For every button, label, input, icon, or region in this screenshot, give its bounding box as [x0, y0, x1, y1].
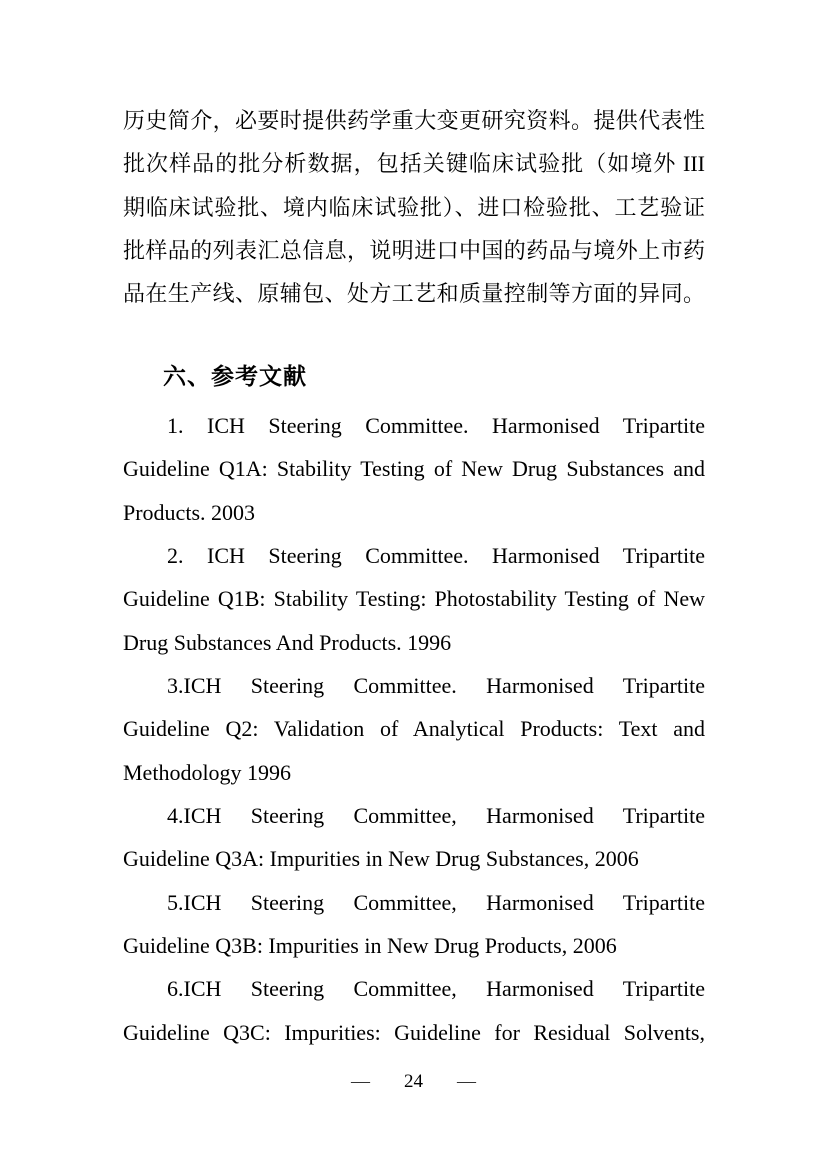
- reference-line: 6.ICH Steering Committee, Harmonised Tripartite: [167, 976, 705, 1002]
- paragraph-line: 期临床试验批、境内临床试验批）、进口检验批、工艺验证: [123, 194, 705, 220]
- reference-line: Methodology 1996: [123, 759, 292, 785]
- paragraph-line: 品在生产线、原辅包、处方工艺和质量控制等方面的异同。: [123, 281, 705, 307]
- reference-line: Guideline Q3B: Impurities in New Drug Products, 2006: [123, 932, 617, 958]
- references-list: [123, 404, 705, 1054]
- reference-line: Guideline Q3A: Impurities in New Drug Substances, 2006: [123, 846, 639, 872]
- reference-line: Guideline Q3C: Impurities: Guideline for Residual Solvents,: [123, 1019, 705, 1045]
- footer-right-dash: —: [457, 1071, 476, 1092]
- reference-line: 3.ICH Steering Committee. Harmonised Tripartite: [167, 672, 705, 698]
- body-paragraph: [123, 99, 705, 316]
- footer-left-dash: —: [351, 1071, 370, 1092]
- reference-line: Products. 2003: [123, 499, 255, 525]
- paragraph-line: 批次样品的批分析数据，包括关键临床试验批（如境外 III: [123, 151, 705, 177]
- reference-line: 4.ICH Steering Committee, Harmonised Tripartite: [167, 802, 705, 828]
- reference-line: 1. ICH Steering Committee. Harmonised Tripartite: [167, 413, 705, 438]
- paragraph-line: 历史简介，必要时提供药学重大变更研究资料。提供代表性: [123, 108, 705, 133]
- reference-line: 5.ICH Steering Committee, Harmonised Tripartite: [167, 889, 705, 915]
- reference-line: Guideline Q1B: Stability Testing: Photostability Testing of New: [123, 586, 705, 612]
- section-heading: 六、参考文献: [163, 363, 307, 389]
- reference-line: Guideline Q2: Validation of Analytical Products: Text and: [123, 716, 705, 742]
- page-footer: [0, 1070, 827, 1094]
- reference-line: Guideline Q1A: Stability Testing of New Drug Substances and: [123, 456, 705, 482]
- reference-line: 2. ICH Steering Committee. Harmonised Tripartite: [167, 542, 705, 568]
- reference-line: Drug Substances And Products. 1996: [123, 629, 452, 655]
- page-number: 24: [404, 1071, 423, 1092]
- paragraph-line: 批样品的列表汇总信息，说明进口中国的药品与境外上市药: [123, 237, 705, 263]
